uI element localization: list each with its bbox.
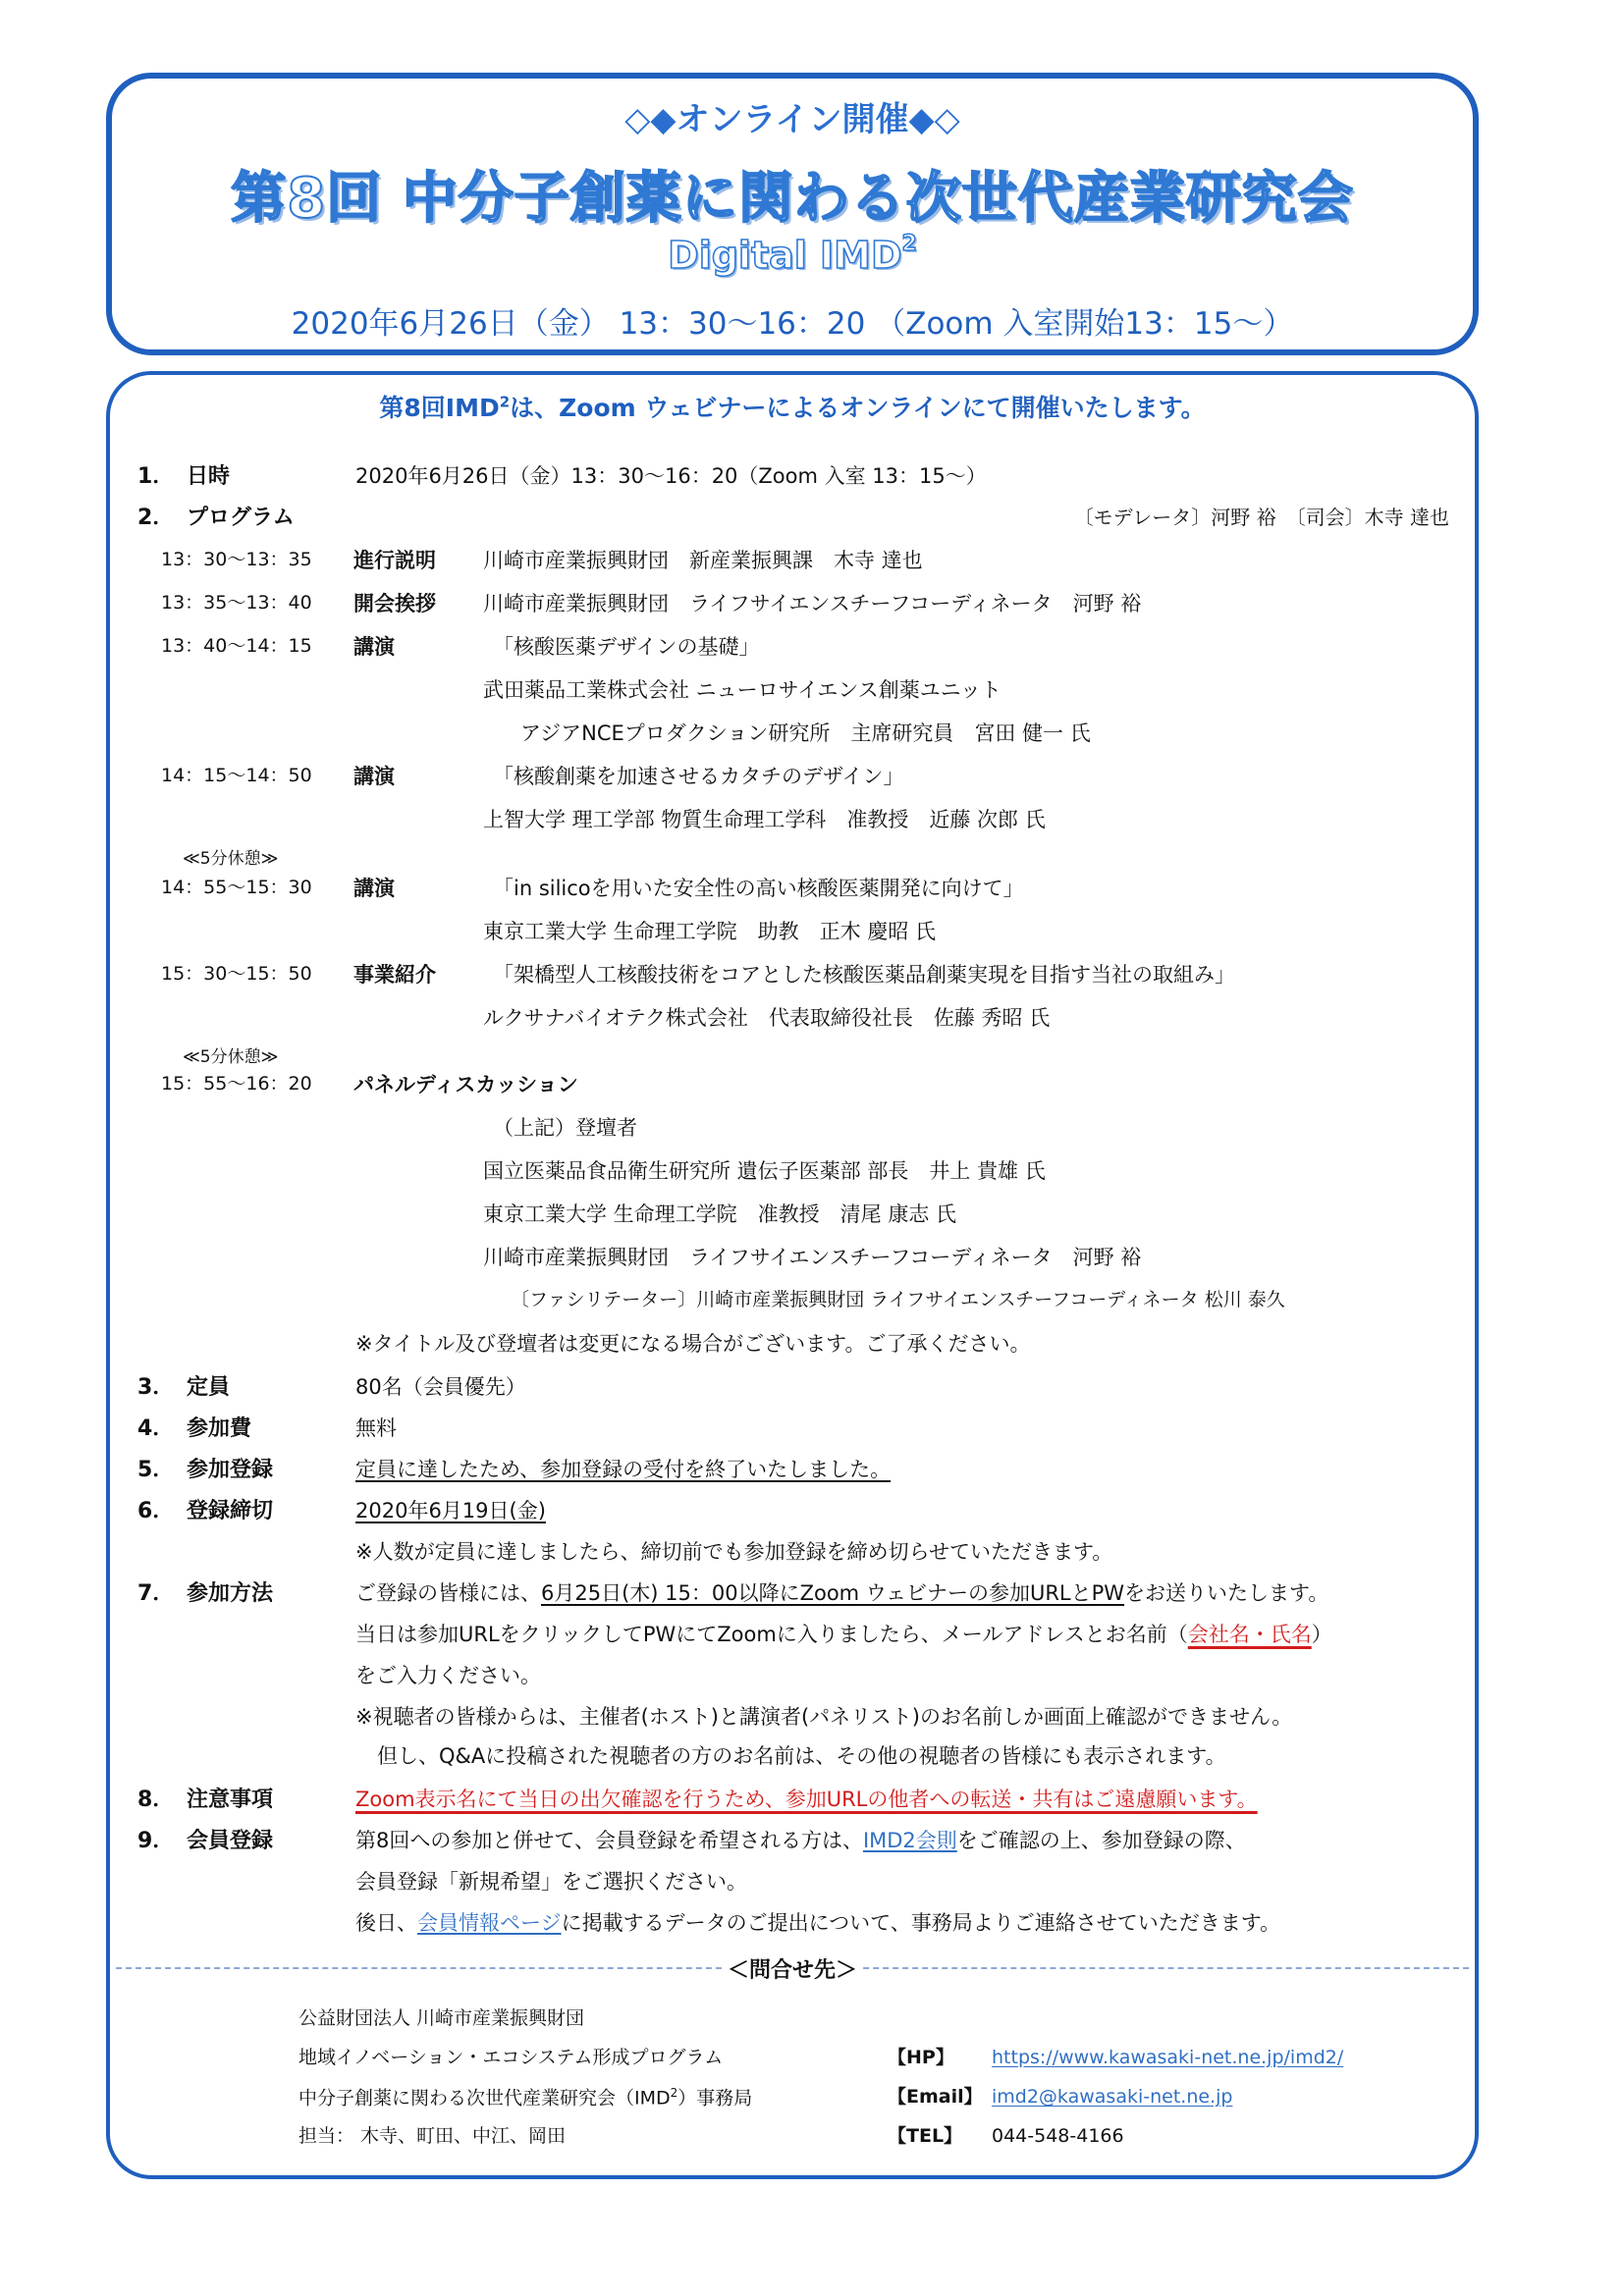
section-number: 2． xyxy=(137,506,175,530)
how-to-join-text: をご入力ください。 xyxy=(355,1664,541,1687)
diamond-right-icon: ◆◇ xyxy=(908,100,960,139)
text: に掲載するデータのご提出について、事務局よりご連絡させていただきます。 xyxy=(561,1911,1281,1935)
program-time: 14：15～14：50 xyxy=(161,765,312,786)
section-title: 注意事項 xyxy=(187,1788,274,1812)
program-time: 13：35～13：40 xyxy=(161,592,312,614)
program-time: 13：30～13：35 xyxy=(161,549,312,570)
online-label: オンライン開催 xyxy=(676,100,909,139)
section-number: 3． xyxy=(137,1375,175,1400)
subtitle-text: Digital IMD xyxy=(668,234,902,277)
tel-label: 【TEL】 xyxy=(888,2125,963,2147)
text: ） xyxy=(1311,1623,1332,1646)
program-note-text: ※タイトル及び登壇者は変更になる場合がございます。ご了承ください。 xyxy=(355,1332,1031,1356)
member-info-link[interactable]: 会員情報ページ xyxy=(417,1911,562,1935)
email-link[interactable]: imd2@kawasaki-net.ne.jp xyxy=(992,2086,1233,2108)
text: をご確認の上、参加登録の際、 xyxy=(956,1829,1246,1852)
section-title: 参加登録 xyxy=(187,1458,274,1482)
section-number: 6． xyxy=(137,1499,175,1523)
deadline-note-text: ※人数が定員に達しましたら、締切前でも参加登録を締め切らせていただきます。 xyxy=(355,1540,1113,1564)
program-text: アジアNCEプロダクション研究所 主席研究員 宮田 健一 氏 xyxy=(520,721,1091,745)
hp-label: 【HP】 xyxy=(888,2047,954,2068)
moderator-info: 〔モデレータ〕河野 裕 〔司会〕木寺 達也 xyxy=(1073,506,1449,529)
program-kind: 進行説明 xyxy=(353,549,436,572)
text: 後日、 xyxy=(355,1911,417,1935)
email-label: 【Email】 xyxy=(888,2086,983,2108)
section-number: 7． xyxy=(137,1581,175,1606)
break-label: ≪5分休憩≫ xyxy=(183,849,279,869)
header-box xyxy=(106,73,1479,355)
section-title: 参加費 xyxy=(187,1416,252,1441)
program-text: 武田薬品工業株式会社 ニューロサイエンス創薬ユニット xyxy=(483,678,1001,702)
contact-office xyxy=(298,2087,752,2109)
section-title: 登録締切 xyxy=(187,1499,274,1523)
intro-post: は、Zoom ウェビナーによるオンラインにて開催いたします。 xyxy=(510,394,1206,422)
membership-text xyxy=(355,1912,1280,1935)
program-kind: パネルディスカッション xyxy=(353,1073,578,1096)
how-to-join-text: ※視聴者の皆様からは、主催者(ホスト)と講演者(パネリスト)のお名前しか画面上確認ができません。 xyxy=(355,1705,1293,1729)
deadline-date: 2020年6月19日(金) xyxy=(355,1499,546,1522)
program-text: （上記）登壇者 xyxy=(493,1116,637,1140)
imd2-rules-link[interactable]: IMD2会則 xyxy=(862,1829,957,1852)
program-text: 「in silicoを用いた安全性の高い核酸医薬開発に向けて」 xyxy=(493,877,1024,900)
program-kind: 講演 xyxy=(353,877,395,900)
program-text: 東京工業大学 生命理工学院 准教授 清尾 康志 氏 xyxy=(483,1202,957,1226)
text: をお送りいたします。 xyxy=(1124,1581,1329,1605)
contact-program: 地域イノベーション・エコシステム形成プログラム xyxy=(298,2047,724,2068)
intro-text xyxy=(110,389,1475,424)
program-time: 14：55～15：30 xyxy=(161,877,312,898)
event-datetime: 2020年6月26日（金） 13：30～16：20 （Zoom 入室開始13：15～） xyxy=(291,306,1294,342)
program-text: 「核酸医薬デザインの基礎」 xyxy=(493,635,760,659)
section-title: 定員 xyxy=(187,1375,231,1400)
how-to-join-text xyxy=(355,1624,1332,1646)
event-subtitle xyxy=(112,234,1473,277)
intro-sup: 2 xyxy=(499,393,511,411)
office-sup: 2 xyxy=(670,2086,678,2100)
section-number: 1． xyxy=(137,464,175,489)
text: ）事務局 xyxy=(677,2087,753,2109)
main-box xyxy=(106,371,1479,2179)
diamond-left-icon: ◇◆ xyxy=(624,100,677,139)
program-text: 川崎市産業振興財団 ライフサイエンスチーフコーディネータ 河野 裕 xyxy=(483,592,1142,615)
program-text: 上智大学 理工学部 物質生命理工学科 准教授 近藤 次郎 氏 xyxy=(483,808,1046,831)
intro-pre: 第8回IMD xyxy=(379,394,500,422)
program-kind: 事業紹介 xyxy=(353,963,436,987)
program-text: 川崎市産業振興財団 新産業振興課 木寺 達也 xyxy=(483,549,923,572)
registration-closed-notice: 定員に達したため、参加登録の受付を終了いたしました。 xyxy=(355,1458,892,1481)
contact-heading xyxy=(110,1953,1475,1984)
section-number: 4． xyxy=(137,1416,175,1441)
text: 中分子創薬に関わる次世代産業研究会（IMD xyxy=(298,2087,671,2109)
program-time: 15：30～15：50 xyxy=(161,963,312,985)
contact-staff: 担当： 木寺、町田、中江、岡田 xyxy=(298,2125,567,2147)
section-title: 日時 xyxy=(187,464,231,489)
url-pw-notice: 6月25日(木) 15：00以降にZoom ウェビナーの参加URLとPW xyxy=(541,1581,1125,1605)
section-title: 参加方法 xyxy=(187,1581,274,1606)
program-kind: 講演 xyxy=(353,765,395,788)
subtitle-sup: 2 xyxy=(901,232,917,256)
break-label: ≪5分休憩≫ xyxy=(183,1047,279,1067)
text: 第8回への参加と併せて、会員登録を希望される方は、 xyxy=(355,1829,863,1852)
program-text: 国立医薬品食品衛生研究所 遺伝子医薬部 部長 井上 貴雄 氏 xyxy=(483,1159,1046,1183)
hp-link[interactable]: https://www.kawasaki-net.ne.jp/imd2/ xyxy=(992,2047,1344,2068)
program-text: 川崎市産業振興財団 ライフサイエンスチーフコーディネータ 河野 裕 xyxy=(483,1246,1142,1269)
program-kind: 講演 xyxy=(353,635,395,659)
program-text: 「核酸創薬を加速させるカタチのデザイン」 xyxy=(493,765,904,788)
section-value: 2020年6月26日（金）13：30～16：20（Zoom 入室 13：15～） xyxy=(355,464,987,488)
section-value: 無料 xyxy=(355,1416,397,1440)
section-title: 会員登録 xyxy=(187,1829,274,1853)
program-text: 〔ファシリテーター〕川崎市産業振興財団 ライフサイエンスチーフコーディネータ 松川 泰久 xyxy=(511,1289,1285,1310)
contact-heading-text: ＜問合せ先＞ xyxy=(722,1958,863,1983)
program-kind: 開会挨拶 xyxy=(353,592,436,615)
caution-text: Zoom表示名にて当日の出欠確認を行うため、参加URLの他者への転送・共有はご遠慮願います。 xyxy=(355,1788,1258,1811)
section-value: 80名（会員優先） xyxy=(355,1375,526,1399)
tel-value: 044-548-4166 xyxy=(992,2125,1124,2147)
section-number: 5． xyxy=(137,1458,175,1482)
section-number: 8． xyxy=(137,1788,175,1812)
membership-line xyxy=(355,1830,1246,1852)
program-text: 「架橋型人工核酸技術をコアとした核酸医薬品創薬実現を目指す当社の取組み」 xyxy=(493,963,1235,987)
membership-text: 会員登録「新規希望」をご選択ください。 xyxy=(355,1870,747,1894)
program-text: ルクサナバイオテク株式会社 代表取締役社長 佐藤 秀昭 氏 xyxy=(483,1006,1051,1030)
company-name-highlight: 会社名・氏名 xyxy=(1187,1623,1312,1646)
how-to-join-line xyxy=(355,1582,1328,1605)
contact-org: 公益財団法人 川崎市産業振興財団 xyxy=(298,2007,585,2029)
program-time: 15：55～16：20 xyxy=(161,1073,312,1095)
how-to-join-text: 但し、Q&Aに投稿された視聴者の方のお名前は、その他の視聴者の皆様にも表示されます。 xyxy=(377,1744,1226,1768)
event-title: 第8回 中分子創薬に関わる次世代産業研究会 xyxy=(231,167,1354,231)
program-time: 13：40～14：15 xyxy=(161,635,312,657)
program-text: 東京工業大学 生命理工学院 助教 正木 慶昭 氏 xyxy=(483,920,937,943)
text: 当日は参加URLをクリックしてPWにてZoomに入りましたら、メールアドレスとお名前（ xyxy=(355,1623,1188,1646)
section-title: プログラム xyxy=(187,506,295,530)
online-banner xyxy=(112,92,1473,140)
section-number: 9． xyxy=(137,1829,175,1853)
text: ご登録の皆様には、 xyxy=(355,1581,541,1605)
